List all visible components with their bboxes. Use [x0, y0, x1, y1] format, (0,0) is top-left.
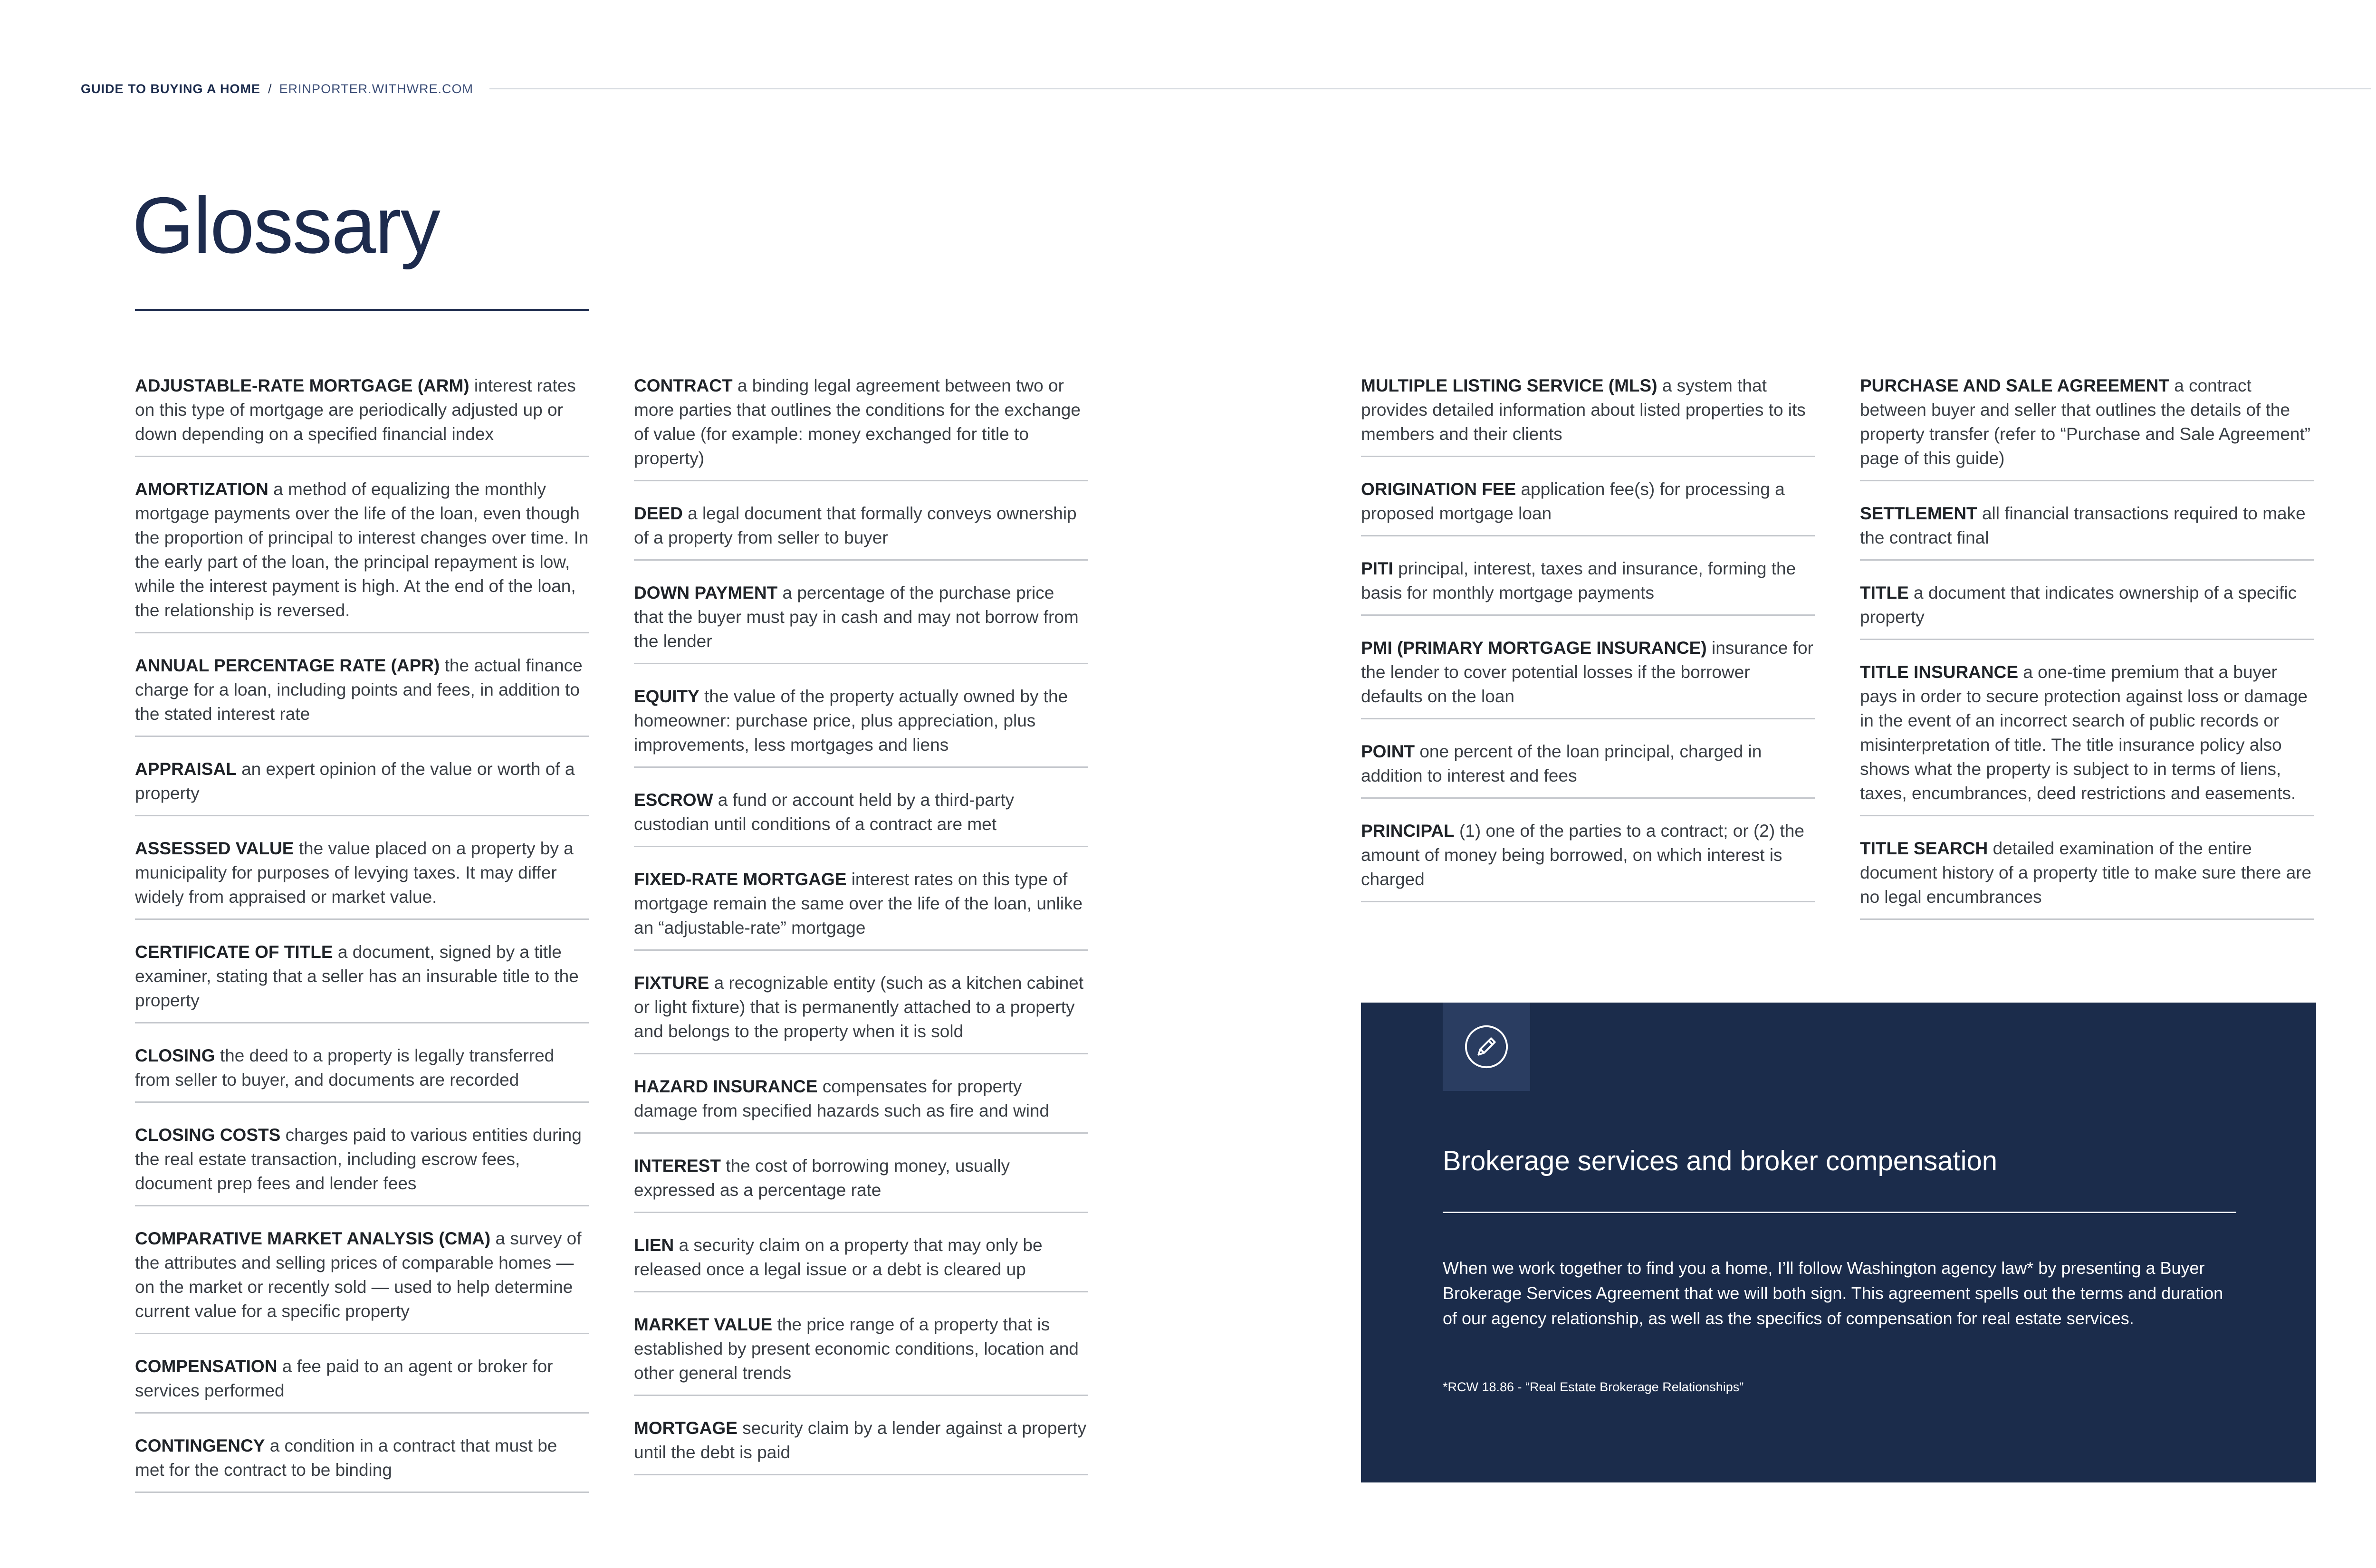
- glossary-term: CLOSING COSTS: [135, 1125, 281, 1145]
- glossary-definition: interest rates on this type of mortgage are periodically adjusted up or down depending on a specified financial index: [135, 376, 576, 444]
- glossary-term: POINT: [1361, 742, 1415, 761]
- glossary-definition: compensates for property damage from specified hazards such as fire and wind: [634, 1077, 1050, 1120]
- glossary-definition: an expert opinion of the value or worth of a property: [135, 759, 575, 803]
- glossary-term: MORTGAGE: [634, 1418, 738, 1438]
- glossary-entry: [634, 1154, 1088, 1213]
- glossary-term: CONTINGENCY: [135, 1436, 265, 1455]
- glossary-definition: the price range of a property that is established by present economic conditions, location and other general trends: [634, 1315, 1079, 1383]
- glossary-term: FIXTURE: [634, 973, 709, 993]
- page-header: [81, 82, 2371, 96]
- glossary-definition: a system that provides detailed information about listed properties to its members and their clients: [1361, 376, 1806, 444]
- glossary-term: ASSESSED VALUE: [135, 839, 294, 858]
- glossary-entry: [135, 1043, 589, 1103]
- glossary-definition: a contract between buyer and seller that outlines the details of the property transfer (refer to “Purchase and Sale Agreement” page of this guide): [1860, 376, 2311, 468]
- glossary-term: COMPENSATION: [135, 1357, 278, 1376]
- glossary-entry: [1361, 636, 1815, 719]
- glossary-definition: a method of equalizing the monthly mortgage payments over the life of the loan, even though the proportion of principal to interest changes over time. In the early part of the loan, the principal repayment is low, while the interest payment is high. At the end of the loan, the relationship is reversed.: [135, 479, 589, 620]
- guide-title: GUIDE TO BUYING A HOME: [81, 81, 261, 96]
- glossary-term: INTEREST: [634, 1156, 721, 1176]
- glossary-entry: [1361, 373, 1815, 457]
- glossary-column-3: [1361, 373, 1815, 922]
- glossary-entry: [1361, 739, 1815, 799]
- glossary-term: TITLE: [1860, 583, 1909, 602]
- glossary-term: MARKET VALUE: [634, 1315, 773, 1334]
- glossary-definition: the cost of borrowing money, usually expressed as a percentage rate: [634, 1156, 1010, 1200]
- glossary-entry: [634, 788, 1088, 847]
- glossary-definition: detailed examination of the entire document history of a property title to make sure there are no legal encumbrances: [1860, 839, 2312, 907]
- glossary-term: DOWN PAYMENT: [634, 583, 778, 602]
- panel-title: Brokerage services and broker compensation: [1443, 1146, 1998, 1176]
- glossary-entry: [634, 971, 1088, 1054]
- glossary-term: ANNUAL PERCENTAGE RATE (APR): [135, 656, 440, 675]
- glossary-entry: [1860, 581, 2314, 640]
- glossary-entry: [634, 373, 1088, 481]
- glossary-term: TITLE SEARCH: [1860, 839, 1988, 858]
- glossary-term: FIXED-RATE MORTGAGE: [634, 870, 847, 889]
- glossary-definition: the actual finance charge for a loan, including points and fees, in addition to the stated interest rate: [135, 656, 583, 724]
- glossary-term: ORIGINATION FEE: [1361, 479, 1516, 499]
- glossary-column-2: [634, 373, 1088, 1495]
- glossary-entry: [135, 940, 589, 1023]
- glossary-term: CERTIFICATE OF TITLE: [135, 942, 333, 962]
- glossary-entry: [634, 1416, 1088, 1475]
- glossary-definition: a security claim on a property that may only be released once a legal issue or a debt is cleared up: [634, 1235, 1043, 1279]
- page-title: Glossary: [132, 181, 440, 270]
- glossary-definition: interest rates on this type of mortgage remain the same over the life of the loan, unlike an “adjustable-rate” mortgage: [634, 870, 1083, 937]
- glossary-entry: [135, 1434, 589, 1493]
- header-separator: /: [268, 81, 272, 96]
- glossary-definition: a document, signed by a title examiner, stating that a seller has an insurable title to the property: [135, 942, 579, 1010]
- glossary-definition: a condition in a contract that must be met for the contract to be binding: [135, 1436, 557, 1480]
- glossary-term: PRINCIPAL: [1361, 821, 1455, 841]
- glossary-entry: [1860, 836, 2314, 920]
- glossary-term: SETTLEMENT: [1860, 504, 1977, 523]
- glossary-column-1: [135, 373, 589, 1513]
- glossary-definition: a survey of the attributes and selling prices of comparable homes — on the market or recently sold — used to help determine current value for a specific property: [135, 1229, 582, 1321]
- glossary-entry: [135, 373, 589, 457]
- glossary-entry: [1860, 501, 2314, 561]
- glossary-entry: [1860, 373, 2314, 481]
- glossary-term: COMPARATIVE MARKET ANALYSIS (CMA): [135, 1229, 491, 1248]
- glossary-entry: [135, 653, 589, 737]
- glossary-entry: [634, 501, 1088, 561]
- glossary-definition: insurance for the lender to cover potential losses if the borrower defaults on the loan: [1361, 638, 1813, 706]
- glossary-definition: the deed to a property is legally transferred from seller to buyer, and documents are recorded: [135, 1046, 555, 1090]
- glossary-definition: application fee(s) for processing a proposed mortgage loan: [1361, 479, 1785, 523]
- glossary-definition: a one-time premium that a buyer pays in order to secure protection against loss or damage in the event of an incorrect search of public records or misinterpretation of title. The title insurance policy also shows what the property is subject to in terms of liens, taxes, encumbrances, deed restrictions and easements.: [1860, 662, 2308, 803]
- website-url: ERINPORTER.WITHWRE.COM: [279, 81, 474, 96]
- panel-footnote: *RCW 18.86 - “Real Estate Brokerage Relationships”: [1443, 1380, 1744, 1394]
- glossary-definition: the value of the property actually owned by the homeowner: purchase price, plus appreciation, plus improvements, less mortgages and liens: [634, 687, 1068, 755]
- glossary-term: PMI (PRIMARY MORTGAGE INSURANCE): [1361, 638, 1707, 658]
- glossary-term: MULTIPLE LISTING SERVICE (MLS): [1361, 376, 1657, 395]
- glossary-entry: [135, 836, 589, 920]
- glossary-definition: principal, interest, taxes and insurance, forming the basis for monthly mortgage payments: [1361, 559, 1796, 602]
- panel-divider: [1443, 1212, 2236, 1213]
- glossary-definition: all financial transactions required to make the contract final: [1860, 504, 2306, 547]
- glossary-term: PURCHASE AND SALE AGREEMENT: [1860, 376, 2169, 395]
- glossary-entry: [634, 581, 1088, 664]
- title-underline: [135, 309, 589, 311]
- glossary-definition: a recognizable entity (such as a kitchen cabinet or light fixture) that is permanently attached to a property and belongs to the property when it is sold: [634, 973, 1084, 1041]
- glossary-term: LIEN: [634, 1235, 674, 1255]
- glossary-entry: [135, 1226, 589, 1334]
- glossary-entry: [135, 1123, 589, 1206]
- glossary-term: ESCROW: [634, 790, 713, 810]
- glossary-term: TITLE INSURANCE: [1860, 662, 2018, 682]
- glossary-definition: a document that indicates ownership of a specific property: [1860, 583, 2297, 627]
- glossary-definition: a fund or account held by a third-party custodian until conditions of a contract are met: [634, 790, 1014, 834]
- glossary-definition: a percentage of the purchase price that the buyer must pay in cash and may not borrow from the lender: [634, 583, 1079, 651]
- glossary-entry: [1361, 477, 1815, 536]
- glossary-entry: [1860, 660, 2314, 816]
- glossary-term: ADJUSTABLE-RATE MORTGAGE (ARM): [135, 376, 469, 395]
- glossary-term: PITI: [1361, 559, 1393, 578]
- glossary-definition: charges paid to various entities during the real estate transaction, including escrow fees, document prep fees and lender fees: [135, 1125, 582, 1193]
- glossary-term: CLOSING: [135, 1046, 215, 1065]
- pencil-icon: [1443, 1003, 1530, 1091]
- glossary-definition: the value placed on a property by a municipality for purposes of levying taxes. It may differ widely from appraised or market value.: [135, 839, 574, 907]
- glossary-entry: [634, 1312, 1088, 1396]
- glossary-definition: a legal document that formally conveys ownership of a property from seller to buyer: [634, 504, 1077, 547]
- glossary-entry: [1361, 556, 1815, 616]
- glossary-column-4: [1860, 373, 2314, 940]
- glossary-term: CONTRACT: [634, 376, 733, 395]
- glossary-entry: [634, 1074, 1088, 1134]
- glossary-entry: [135, 1354, 589, 1414]
- glossary-definition: security claim by a lender against a property until the debt is paid: [634, 1418, 1087, 1462]
- glossary-entry: [634, 867, 1088, 951]
- glossary-definition: a fee paid to an agent or broker for services performed: [135, 1357, 553, 1400]
- glossary-term: AMORTIZATION: [135, 479, 268, 499]
- glossary-entry: [1361, 819, 1815, 902]
- glossary-entry: [135, 477, 589, 633]
- glossary-term: APPRAISAL: [135, 759, 237, 779]
- glossary-entry: [634, 684, 1088, 768]
- brokerage-info-panel: [1361, 1003, 2316, 1482]
- glossary-definition: (1) one of the parties to a contract; or (2) the amount of money being borrowed, on which interest is charged: [1361, 821, 1804, 889]
- glossary-term: EQUITY: [634, 687, 699, 706]
- glossary-term: DEED: [634, 504, 683, 523]
- glossary-definition: a binding legal agreement between two or more parties that outlines the conditions for the exchange of value (for example: money exchanged for title to property): [634, 376, 1081, 468]
- glossary-entry: [634, 1233, 1088, 1292]
- header-divider: [489, 88, 2371, 89]
- glossary-term: HAZARD INSURANCE: [634, 1077, 818, 1096]
- glossary-definition: one percent of the loan principal, charged in addition to interest and fees: [1361, 742, 1762, 785]
- glossary-entry: [135, 757, 589, 816]
- panel-body: When we work together to find you a home, I’ll follow Washington agency law* by presenting a Buyer Brokerage Services Agreement that we will both sign. This agreement spells out the terms and duration of our agency relationship, as well as the specifics of compensation for real estate services.: [1443, 1258, 2223, 1328]
